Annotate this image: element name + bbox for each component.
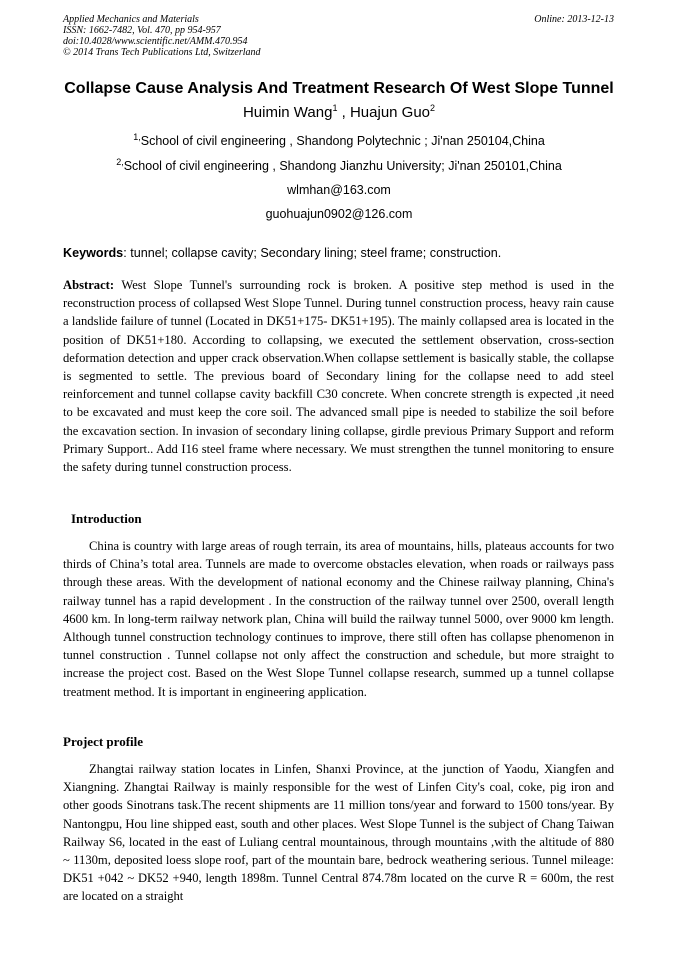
keywords-text: : tunnel; collapse cavity; Secondary lining; steel frame; construction.: [123, 246, 502, 260]
affiliation-1-marker: 1,: [133, 132, 141, 142]
copyright-line: © 2014 Trans Tech Publications Ltd, Switzerland: [63, 47, 261, 58]
section-heading-project-profile: Project profile: [63, 734, 144, 749]
journal-header: [63, 14, 261, 58]
affiliation-1-text: School of civil engineering , Shandong Polytechnic ; Ji'nan 250104,China: [140, 134, 545, 149]
author-2: Huajun Guo: [349, 104, 431, 121]
author-2-marker: 2: [430, 103, 436, 113]
email-2[interactable]: guohuajun0902@126.com: [265, 207, 413, 221]
keywords: [63, 244, 614, 262]
affiliation-2: [0, 157, 678, 173]
abstract: [63, 276, 614, 476]
online-date: Online: 2013-12-13: [534, 14, 614, 25]
affiliation-1: [0, 132, 678, 148]
project-profile-body: Zhangtai railway station locates in Linfen, Shanxi Province, at the junction of Yaodu, Xiangfen and Xiangning. Zhangtai Railway is mainly responsible for the west of Linfen City's coal, coke, pig iron and other goods Sinotrans task.The recent shipments are 11 million tons/year and forward to 1500 tons/year. By Nantongpu, Hou line shipped east, south and other places. West Slope Tunnel is the subject of Chang Taiwan Railway S6, located in the east of Luliang central mountainous, through mountains ,with the altitude of 880 ~ 1130m, deposited loess slope roof, part of the mountain bare, bedrock weathering serious. Tunnel mileage: DK51 +042 ~ DK52 +940, length 1898m. Tunnel Central 874.78m located on the curve R = 600m, the rest are located on a straight: [63, 762, 614, 904]
introduction-body: China is country with large areas of rough terrain, its area of mountains, hills, plateaus accounts for two thirds of China’s total area. Tunnels are made to overcome obstacles elevation, when roads or railways pass through these areas. With the development of national economy and the Chinese railway planning, China's railway tunnel has a rapid development . In the construction of the railway tunnel over 2500, overall length 4600 km. In long-term railway network plan, China will build the railway tunnel 5000, over 9000 km length. Although tunnel construction technology continues to improve, there still often has collapse phenomenon in tunnel construction . Tunnel collapse not only affect the construction and schedule, but more straight to increase the project cost. Based on the West Slope Tunnel collapse research, summed up a tunnel collapse treatment method. It is important in engineering application.: [63, 539, 614, 699]
affiliation-2-marker: 2,: [116, 157, 124, 167]
author-separator: ,: [337, 104, 350, 121]
abstract-label: Abstract:: [63, 278, 115, 292]
author-line: [0, 103, 678, 121]
author-1-marker: 1: [332, 103, 338, 113]
email-1[interactable]: wlmhan@163.com: [287, 183, 391, 197]
abstract-text: West Slope Tunnel's surrounding rock is broken. A positive step method is used in the reconstruction process of collapsed West Slope Tunnel. During tunnel construction process, heavy rain cause a landslide failure of tunnel (Located in DK51+175- DK51+195). The mainly collapsed area is located in the position of DK51+180. According to collapsing, we executed the settlement observation, cross-section deformation detection and upper crack observation.When collapse settlement is basically stable, the collapse is segmented to settle. The previous board of Secondary lining for the collapse need to add steel reinforcement and tunnel collapse cavity backfill C30 concrete. When concrete strength is expected ,it need to be excavated and must keep the core soil. The advanced small pipe is needed to stabilize the soil before the excavation section. In invasion of secondary lining collapse, girdle previous Primary Support and reform Primary Support.. Add I16 steel frame where necessary. We must strengthen the tunnel monitoring to ensure the safety during tunnel construction process.: [63, 278, 614, 475]
keywords-label: Keywords: [63, 246, 124, 260]
author-1: Huimin Wang: [242, 104, 333, 121]
journal-name: Applied Mechanics and Materials: [63, 14, 199, 25]
paper-title: Collapse Cause Analysis And Treatment Research Of West Slope Tunnel: [64, 80, 614, 97]
affiliation-2-text: School of civil engineering , Shandong Jianzhu University; Ji'nan 250101,China: [123, 159, 562, 174]
doi-line: doi:10.4028/www.scientific.net/AMM.470.954: [63, 36, 248, 47]
section-heading-introduction: Introduction: [71, 511, 142, 526]
issn-line: ISSN: 1662-7482, Vol. 470, pp 954-957: [63, 25, 221, 36]
